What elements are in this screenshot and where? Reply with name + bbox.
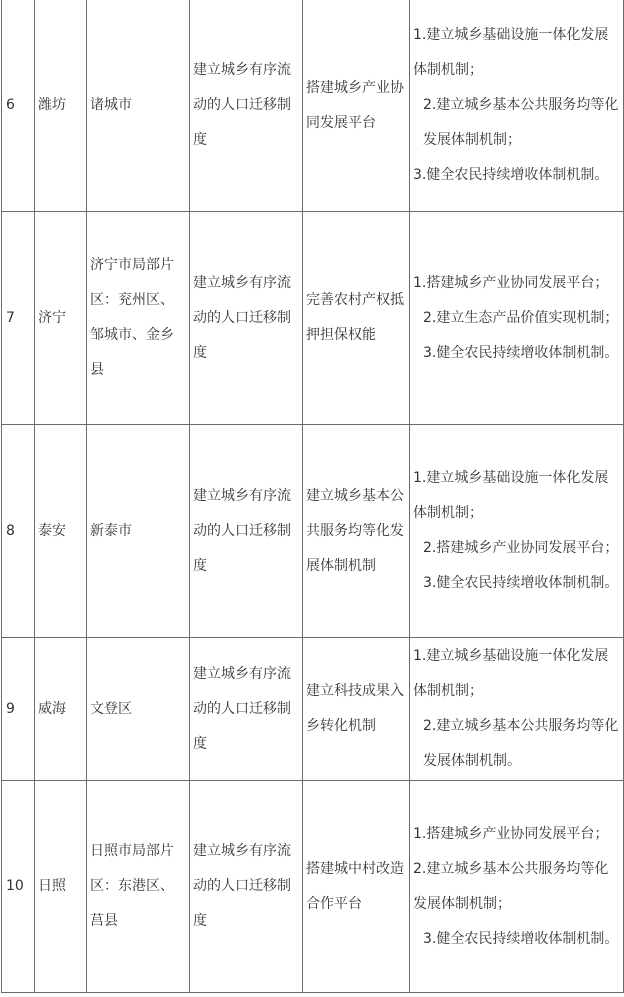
task2-cell: 完善农村产权抵押担保权能 bbox=[303, 212, 410, 425]
detail-line: 1.建立城乡基础设施一体化发展体制机制； bbox=[413, 648, 609, 699]
row-number: 10 bbox=[2, 781, 35, 993]
table-row bbox=[2, 638, 624, 781]
detail-line: 3.健全农民持续增收体制机制。 bbox=[413, 167, 609, 183]
detail-line: 1.建立城乡基础设施一体化发展体制机制； bbox=[413, 470, 609, 521]
task2-cell: 建立科技成果入乡转化机制 bbox=[303, 638, 410, 781]
row-number: 8 bbox=[2, 425, 35, 638]
detail-line: 2.建立城乡基本公共服务均等化发展体制机制。 bbox=[423, 718, 619, 769]
details-cell bbox=[410, 212, 624, 425]
details-cell bbox=[410, 638, 624, 781]
area-cell: 诸城市 bbox=[87, 0, 190, 212]
detail-line: 3.健全农民持续增收体制机制。 bbox=[423, 575, 619, 591]
detail-line: 2.建立城乡基本公共服务均等化发展体制机制； bbox=[423, 97, 619, 148]
details-cell bbox=[410, 781, 624, 993]
detail-line: 1.搭建城乡产业协同发展平台； bbox=[413, 825, 609, 842]
table-row bbox=[2, 781, 624, 993]
task1-cell: 建立城乡有序流动的人口迁移制度 bbox=[190, 781, 303, 993]
table-row bbox=[2, 212, 624, 425]
task1-cell: 建立城乡有序流动的人口迁移制度 bbox=[190, 425, 303, 638]
row-number: 7 bbox=[2, 212, 35, 425]
detail-line: 1.建立城乡基础设施一体化发展体制机制； bbox=[413, 27, 609, 78]
task2-cell: 建立城乡基本公共服务均等化发展体制机制 bbox=[303, 425, 410, 638]
task1-cell: 建立城乡有序流动的人口迁移制度 bbox=[190, 0, 303, 212]
area-cell: 日照市局部片区：东港区、莒县 bbox=[87, 781, 190, 993]
row-number: 6 bbox=[2, 0, 35, 212]
city-cell: 潍坊 bbox=[35, 0, 87, 212]
table-row bbox=[2, 425, 624, 638]
city-cell: 泰安 bbox=[35, 425, 87, 638]
detail-line: 3.健全农民持续增收体制机制。 bbox=[423, 344, 619, 361]
detail-line: 2.搭建城乡产业协同发展平台； bbox=[423, 540, 619, 556]
details-cell bbox=[410, 425, 624, 638]
table-row bbox=[2, 0, 624, 212]
task1-cell: 建立城乡有序流动的人口迁移制度 bbox=[190, 212, 303, 425]
task1-cell: 建立城乡有序流动的人口迁移制度 bbox=[190, 638, 303, 781]
area-cell: 文登区 bbox=[87, 638, 190, 781]
pilot-areas-table bbox=[1, 0, 624, 993]
task2-cell: 搭建城中村改造合作平台 bbox=[303, 781, 410, 993]
detail-line: 3.健全农民持续增收体制机制。 bbox=[423, 930, 619, 947]
area-cell: 新泰市 bbox=[87, 425, 190, 638]
detail-line: 1.搭建城乡产业协同发展平台； bbox=[413, 274, 609, 291]
task2-cell: 搭建城乡产业协同发展平台 bbox=[303, 0, 410, 212]
area-cell: 济宁市局部片区：兖州区、邹城市、金乡县 bbox=[87, 212, 190, 425]
detail-line: 2.建立城乡基本公共服务均等化发展体制机制； bbox=[413, 860, 609, 912]
details-cell bbox=[410, 0, 624, 212]
city-cell: 威海 bbox=[35, 638, 87, 781]
city-cell: 日照 bbox=[35, 781, 87, 993]
row-number: 9 bbox=[2, 638, 35, 781]
detail-line: 2.建立生态产品价值实现机制； bbox=[423, 309, 619, 326]
city-cell: 济宁 bbox=[35, 212, 87, 425]
